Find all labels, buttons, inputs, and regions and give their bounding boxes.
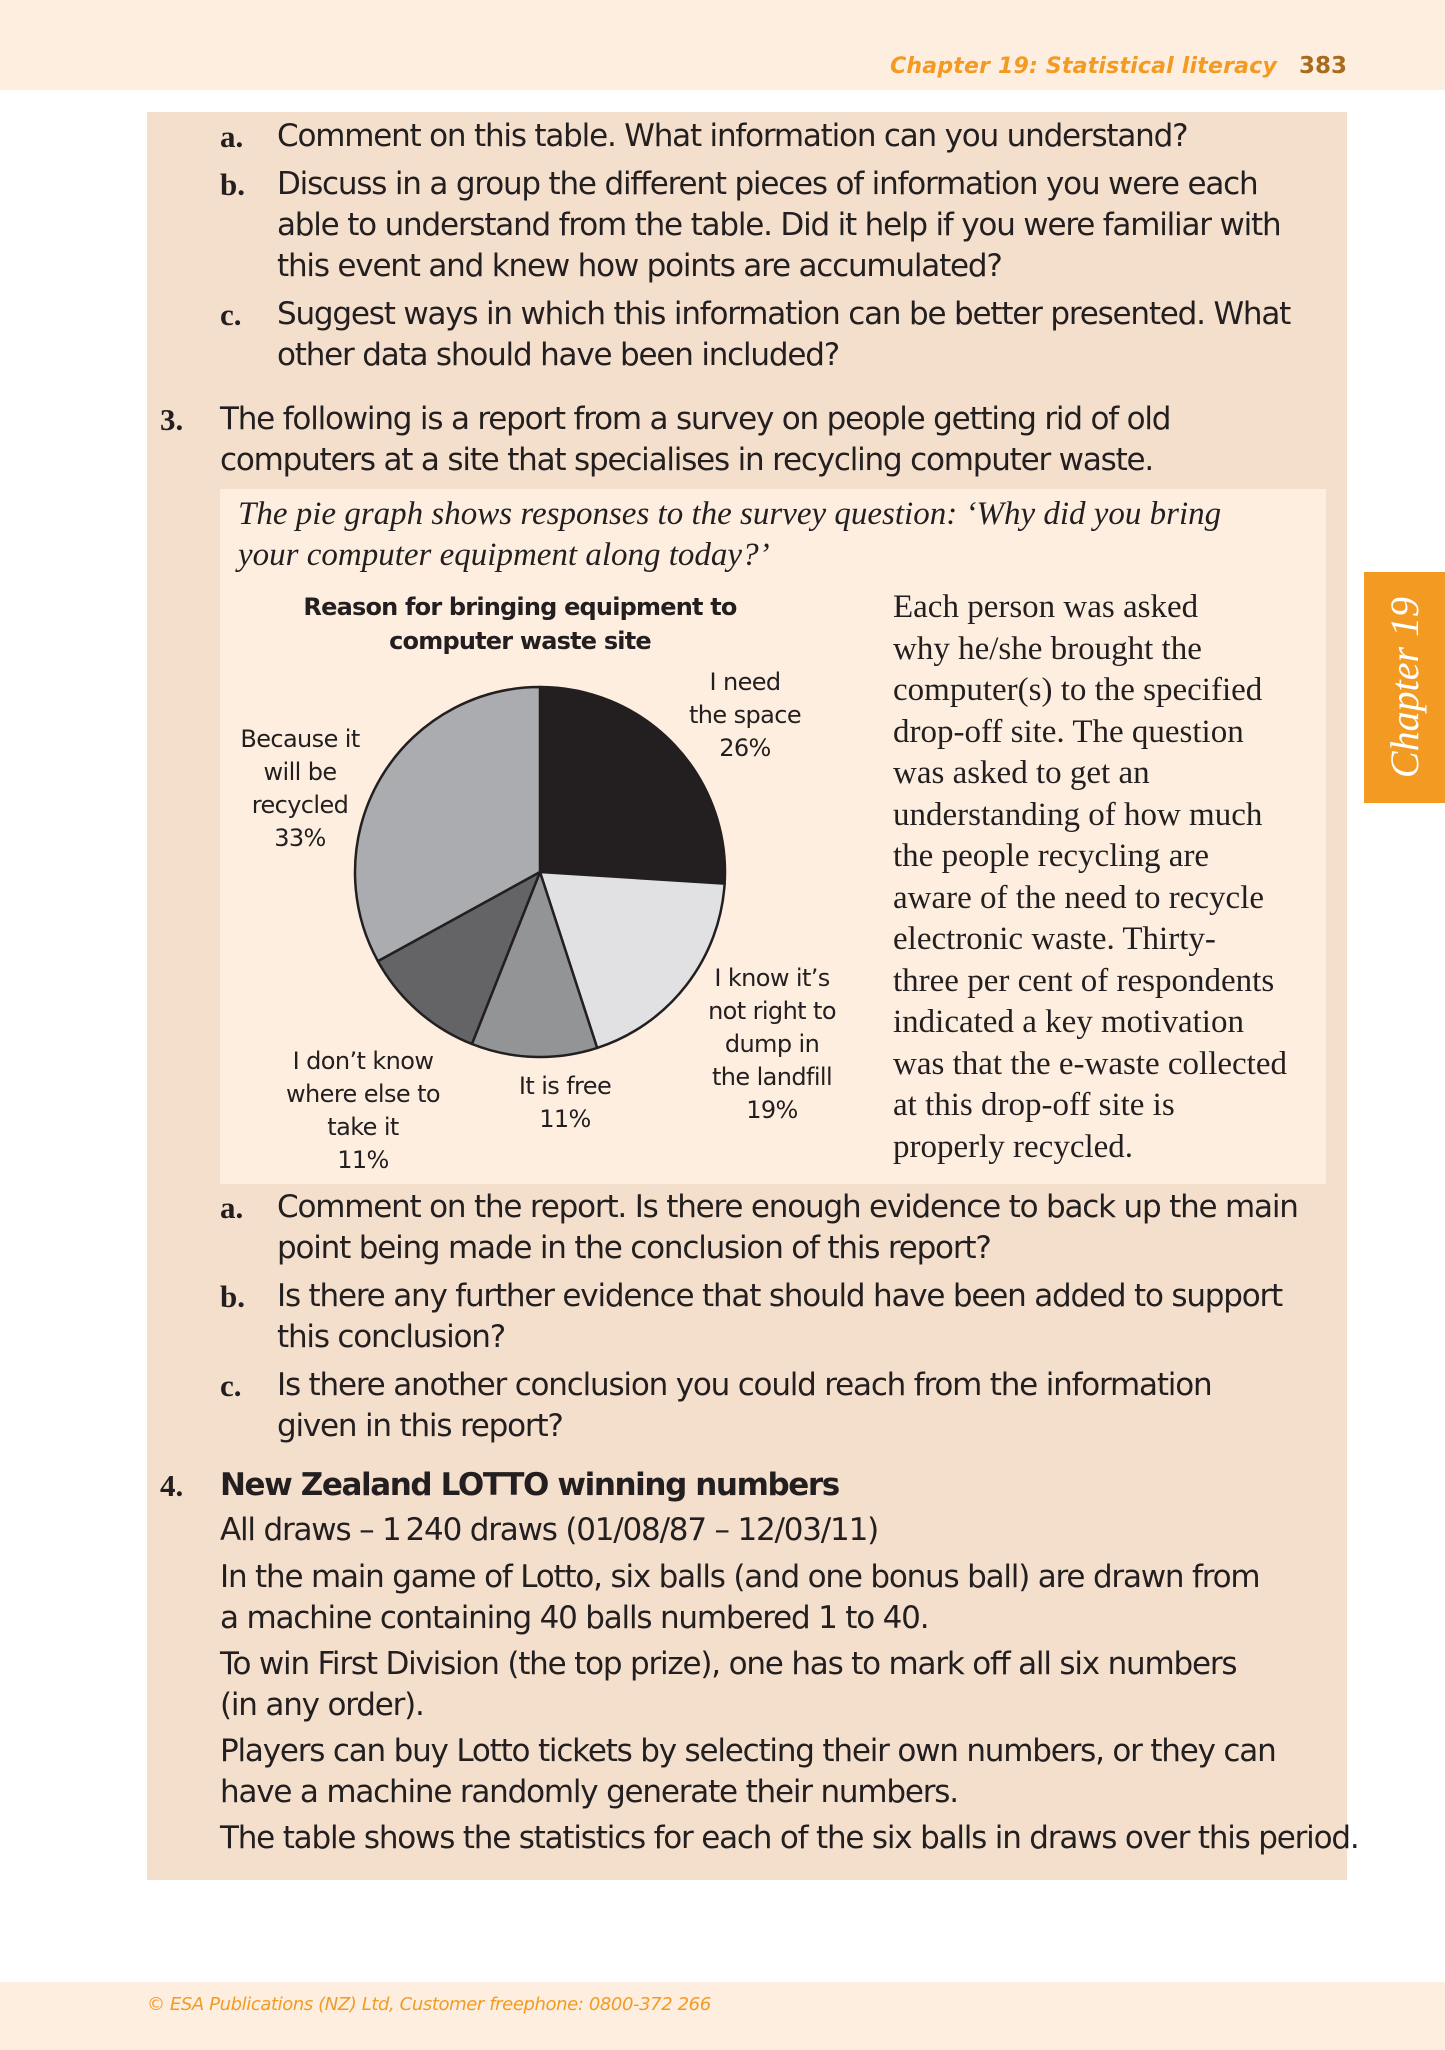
question-number: 4. [160,1468,184,1503]
report-line: three per cent of respondents [893,962,1275,999]
question-title: New Zealand LOTTO winning numbers [220,1467,839,1503]
chapter-tab-label: Chapter 19 [1382,596,1427,779]
label-line: 11% [539,1105,591,1133]
part-text: Is there any further evidence that should have been added to support [277,1278,1282,1314]
q4-text: All draws – 1 240 draws (01/08/87 – 12/03/11) [220,1512,878,1548]
running-head [890,50,1347,82]
pie-chart-title [300,590,740,658]
report-line: electronic waste. Thirty- [893,921,1216,957]
report-line: the people recycling are [893,838,1210,874]
label-line: I know it’s [714,964,830,992]
pie-label-need-space [680,666,810,765]
label-line: the space [688,701,802,729]
part-label: b. [220,1279,245,1314]
part-text: Comment on this table. What information can you understand? [277,118,1188,154]
pie-label-landfill [697,962,847,1127]
report-line: properly recycled. [893,1128,1134,1165]
q4-text: (in any order). [220,1687,424,1723]
pie-title-line: computer waste site [389,627,651,655]
question-text: The following is a report from a survey on people getting rid of old [220,401,1171,437]
q4-text: Players can buy Lotto tickets by selecting their own numbers, or they can [220,1733,1276,1769]
label-line: take it [327,1113,399,1141]
report-body [893,587,1333,1168]
footer-copyright: © ESA Publications (NZ) Ltd, Customer freephone: 0800-372 266 [147,1994,711,2015]
label-line: recycled [251,791,349,819]
q4-text: To win First Division (the top prize), one has to mark off all six numbers [220,1646,1237,1682]
label-line: the landfill [711,1063,833,1091]
part-label: a. [220,119,244,154]
chapter-side-tab [1364,572,1445,803]
part-text: point being made in the conclusion of this report? [277,1230,991,1266]
pie-label-dont-know [278,1045,448,1177]
pie-label-recycled [230,723,370,855]
label-line: It is free [518,1072,612,1100]
report-line: why he/she brought the [893,630,1202,667]
part-label: a. [220,1190,244,1225]
label-line: I need [709,668,781,696]
label-line: dump in [724,1030,820,1058]
q4-text: In the main game of Lotto, six balls (and one bonus ball) are drawn from [220,1559,1260,1595]
label-line: 19% [746,1096,798,1124]
part-text: this event and knew how points are accumulated? [277,248,1002,284]
q4-text: a machine containing 40 balls numbered 1 to 40. [220,1600,929,1636]
label-line: not right to [708,997,836,1025]
label-line: will be [263,758,337,786]
report-line: indicated a key motivation [893,1004,1244,1040]
part-text: Comment on the report. Is there enough evidence to back up the main [277,1189,1298,1225]
label-line: 33% [274,824,326,852]
label-line: where else to [286,1080,440,1108]
question-text: computers at a site that specialises in recycling computer waste. [220,442,1154,478]
part-text: able to understand from the table. Did it help if you were familiar with [277,207,1281,243]
label-line: I don’t know [292,1047,434,1075]
label-line: Because it [240,725,360,753]
label-line: 26% [719,734,771,762]
report-line: at this drop-off site is [893,1087,1175,1123]
report-line: Each person was asked [893,589,1199,625]
report-line: drop-off site. The question [893,713,1244,750]
report-line: computer(s) to the specified [893,672,1263,708]
report-line: was that the e-waste collected [893,1045,1287,1082]
report-line: aware of the need to recycle [893,879,1265,916]
part-text: Discuss in a group the different pieces of information you were each [277,166,1258,202]
report-line: was asked to get an [893,755,1150,791]
part-text: Suggest ways in which this information can be better presented. What [277,296,1291,332]
question-number: 3. [160,402,184,437]
report-intro [238,494,1318,576]
part-text: given in this report? [277,1408,563,1444]
chapter-title: Chapter 19: Statistical literacy [890,54,1277,79]
q4-text: have a machine randomly generate their numbers. [220,1774,958,1810]
pie-title-line: Reason for bringing equipment to [303,593,737,621]
part-text: this conclusion? [277,1319,506,1355]
pie-label-free [500,1070,630,1136]
label-line: 11% [337,1146,389,1174]
part-label: c. [220,1368,242,1403]
part-text: Is there another conclusion you could reach from the information [277,1367,1212,1403]
part-text: other data should have been included? [277,337,839,373]
report-intro-line: your computer equipment along today?’ [238,537,770,573]
part-label: c. [220,297,242,332]
q4-text: The table shows the statistics for each of the six balls in draws over this period. [220,1820,1359,1856]
report-line: understanding of how much [893,796,1263,833]
report-intro-line: The pie graph shows responses to the survey question: ‘Why did you bring [238,496,1222,532]
part-label: b. [220,167,245,202]
page-number: 383 [1298,53,1347,79]
